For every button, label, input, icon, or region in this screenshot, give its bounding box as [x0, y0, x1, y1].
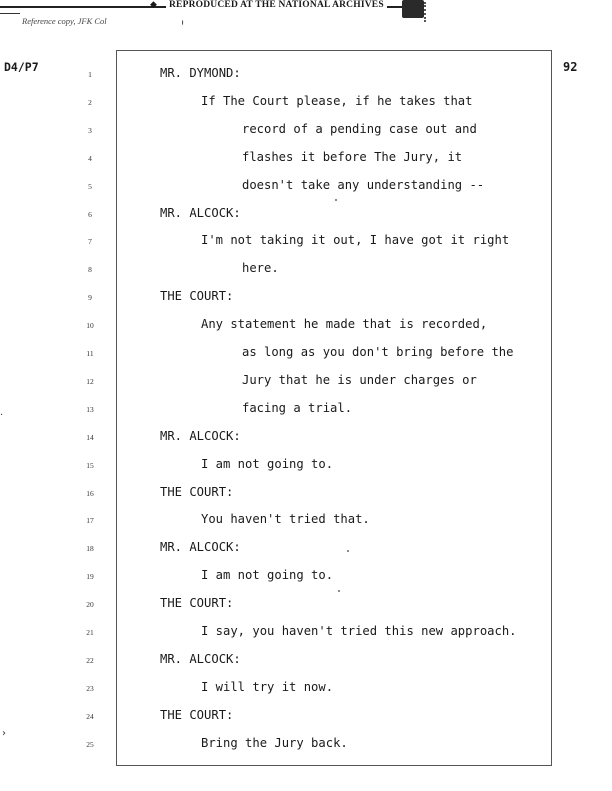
line-number: 2 [88, 97, 92, 107]
line-number: 14 [86, 432, 94, 442]
scan-speck [335, 199, 337, 201]
scan-speck [347, 550, 349, 552]
transcript-line [0, 289, 612, 305]
line-number: 1 [88, 70, 92, 79]
line-number: 18 [86, 544, 94, 554]
line-text: Any statement he made that is recorded, [201, 317, 488, 332]
line-text: facing a trial. [242, 400, 353, 415]
scan-artifact-edge [424, 2, 434, 22]
line-number: 22 [86, 655, 94, 665]
line-number: 24 [86, 711, 94, 721]
line-text: here. [242, 261, 279, 276]
transcript-line [0, 178, 612, 194]
line-text: Bring the Jury back. [201, 735, 348, 750]
line-number: 12 [86, 376, 94, 386]
speaker-label: THE COURT: [160, 596, 234, 611]
scan-artifact [402, 0, 424, 18]
line-number: 4 [88, 153, 92, 163]
speaker-label: MR. ALCOCK: [160, 428, 241, 443]
line-number: 19 [86, 572, 94, 582]
line-text: I am not going to. [201, 456, 334, 471]
page-number: 92 [563, 60, 578, 74]
speaker-label: THE COURT: [160, 707, 234, 722]
archives-stamp: REPRODUCED AT THE NATIONAL ARCHIVES [166, 0, 387, 10]
line-text: Jury that he is under charges or [242, 372, 477, 387]
line-number: 9 [88, 293, 92, 303]
line-number: 8 [88, 265, 92, 275]
line-text: doesn't take any understanding -- [242, 177, 485, 192]
line-number: 13 [86, 404, 94, 414]
header-rule-short [0, 13, 20, 14]
transcript-line [0, 66, 612, 82]
transcript-line [0, 652, 612, 668]
line-text: flashes it before The Jury, it [242, 149, 463, 164]
transcript-line [0, 401, 612, 417]
line-text: record of a pending case out and [242, 121, 477, 136]
stamp-arrow-icon: ◆ [150, 0, 157, 10]
line-text: as long as you don't bring before the [242, 345, 514, 359]
line-text: If The Court please, if he takes that [201, 93, 473, 108]
line-number: 3 [88, 125, 92, 135]
transcript-line [0, 429, 612, 445]
transcript-line [0, 233, 612, 249]
line-text: I am not going to. [201, 568, 334, 583]
line-text: I will try it now. [201, 679, 334, 694]
transcript-line [0, 624, 612, 640]
line-number: 5 [88, 181, 92, 191]
speaker-label: THE COURT: [160, 289, 234, 304]
transcript-line [0, 540, 612, 556]
reference-copy-note: Reference copy, JFK Col [22, 16, 107, 26]
transcript-line [0, 206, 612, 222]
line-number: 11 [86, 349, 94, 358]
line-number: 15 [86, 460, 94, 470]
line-number: 6 [88, 209, 92, 219]
speaker-label: THE COURT: [160, 484, 234, 499]
transcript-line [0, 680, 612, 696]
line-number: 23 [86, 683, 94, 693]
transcript-line [0, 596, 612, 612]
line-text: I say, you haven't tried this new approach. [201, 624, 517, 638]
line-number: 16 [86, 488, 94, 498]
transcript-line [0, 345, 612, 361]
transcript-line [0, 150, 612, 166]
transcript-line [0, 708, 612, 724]
line-number: 25 [86, 739, 94, 749]
transcript-line [0, 317, 612, 333]
line-number: 17 [86, 516, 94, 526]
speaker-label: MR. ALCOCK: [160, 540, 241, 555]
transcript-line [0, 485, 612, 501]
margin-mark: · [0, 410, 4, 421]
margin-mark: › [2, 728, 6, 739]
speaker-label: MR. DYMOND: [160, 66, 241, 80]
transcript-line [0, 736, 612, 752]
transcript-line [0, 373, 612, 389]
line-text: You haven't tried that. [201, 512, 370, 527]
line-number: 21 [86, 628, 94, 637]
illegible-stamp-text: ᵎ [182, 18, 184, 28]
line-text: I'm not taking it out, I have got it right [201, 233, 510, 248]
scan-speck [338, 590, 340, 592]
transcript-line [0, 122, 612, 138]
transcript-line [0, 94, 612, 110]
transcript-line [0, 568, 612, 584]
speaker-label: MR. ALCOCK: [160, 651, 241, 666]
line-number: 7 [88, 237, 92, 247]
document-id: D4/P7 [4, 60, 39, 74]
speaker-label: MR. ALCOCK: [160, 205, 241, 220]
line-number: 20 [86, 600, 94, 610]
line-number: 10 [86, 321, 94, 331]
transcript-line [0, 261, 612, 277]
transcript-line [0, 512, 612, 528]
transcript-line [0, 457, 612, 473]
